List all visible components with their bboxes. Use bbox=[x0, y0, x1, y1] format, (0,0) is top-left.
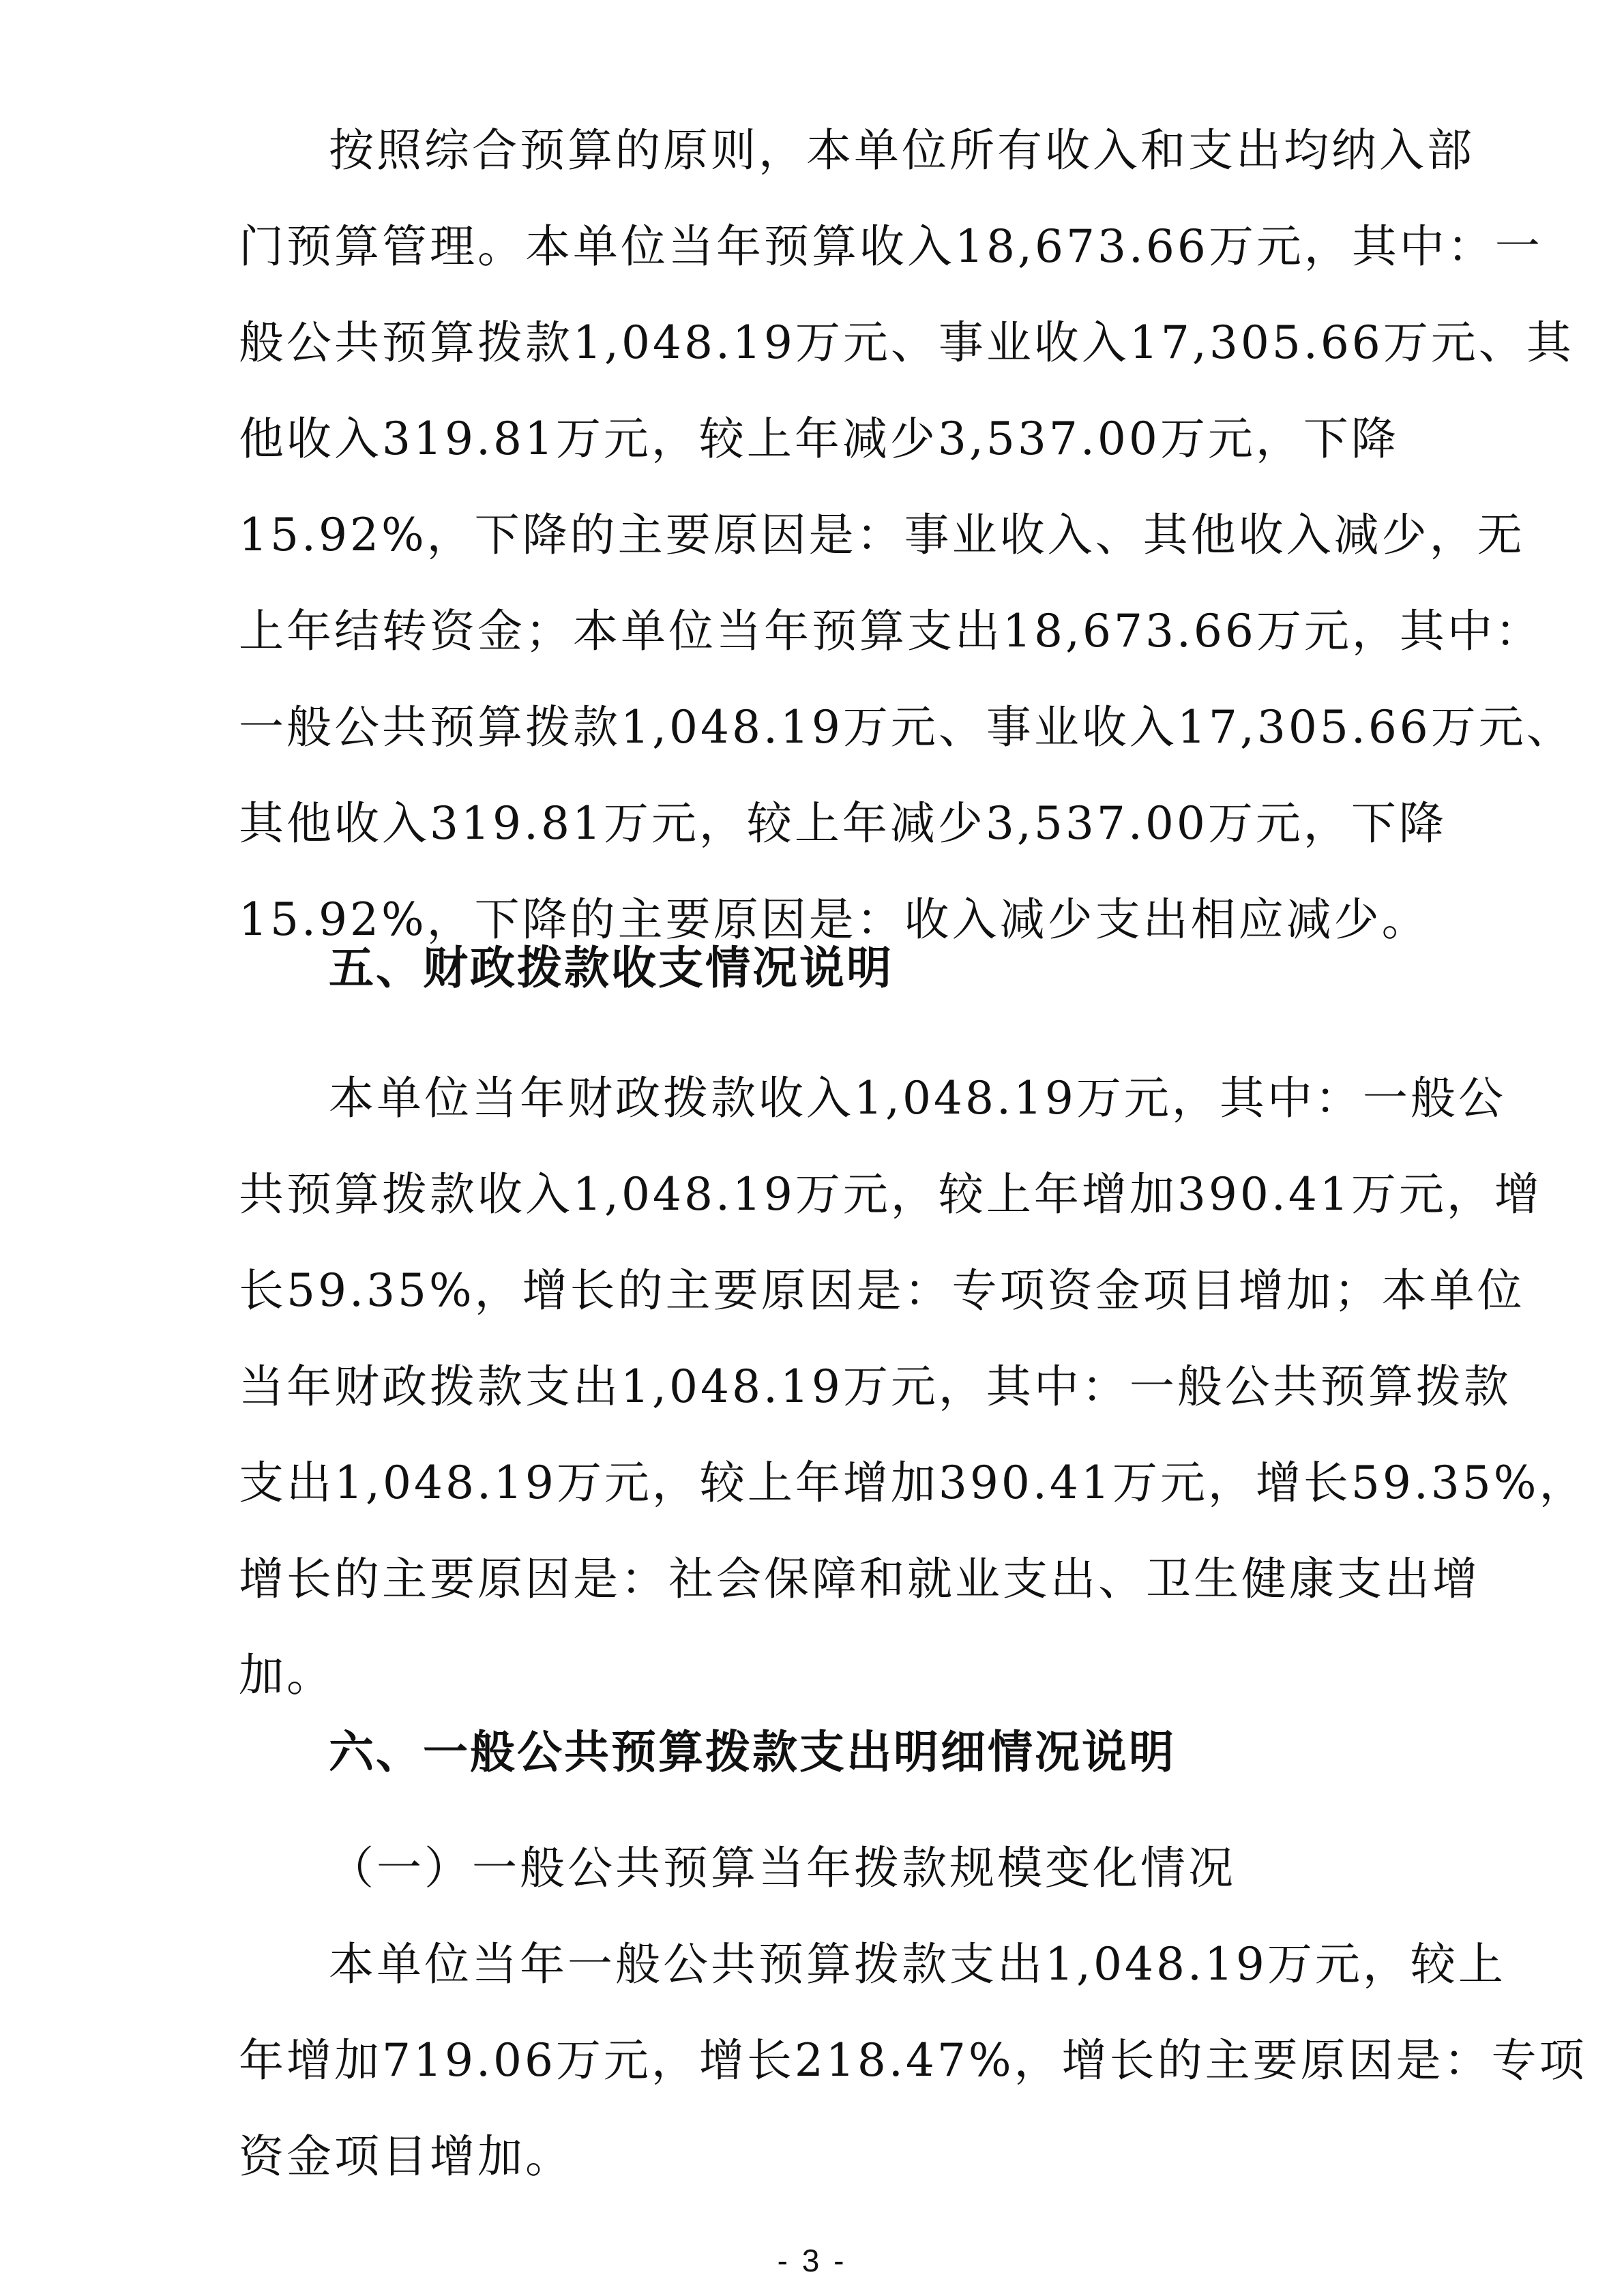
paragraph-line: 本单位当年财政拨款收入1,048.19万元，其中：一般公 bbox=[329, 1072, 1506, 1124]
paragraph-line: 般公共预算拨款1,048.19万元、事业收入17,305.66万元、其 bbox=[239, 316, 1574, 369]
paragraph-line: 他收入319.81万元，较上年减少3,537.00万元，下降 bbox=[239, 413, 1399, 465]
paragraph-line: 一般公共预算拨款1,048.19万元、事业收入17,305.66万元、 bbox=[239, 701, 1574, 754]
section-5-heading: 五、财政拨款收支情况说明 bbox=[329, 942, 894, 994]
paragraph-line: 按照综合预算的原则，本单位所有收入和支出均纳入部 bbox=[329, 124, 1475, 177]
paragraph-line: 资金项目增加。 bbox=[239, 2130, 573, 2183]
paragraph-line: 支出1,048.19万元，较上年增加390.41万元，增长59.35%， bbox=[239, 1457, 1587, 1509]
section-6-subheading: （一）一般公共预算当年拨款规模变化情况 bbox=[329, 1842, 1236, 1894]
section-6-heading: 六、一般公共预算拨款支出明细情况说明 bbox=[329, 1726, 1176, 1778]
paragraph-fiscal-appropriation bbox=[239, 1050, 1587, 1723]
paragraph-line: 增长的主要原因是：社会保障和就业支出、卫生健康支出增 bbox=[239, 1553, 1480, 1605]
paragraph-line: 加。 bbox=[239, 1649, 334, 1701]
paragraph-line: 共预算拨款收入1,048.19万元，较上年增加390.41万元，增 bbox=[239, 1168, 1542, 1221]
paragraph-line: 其他收入319.81万元，较上年减少3,537.00万元，下降 bbox=[239, 797, 1447, 850]
paragraph-line: 长59.35%，增长的主要原因是：专项资金项目增加；本单位 bbox=[239, 1264, 1525, 1317]
paragraph-line: 本单位当年一般公共预算拨款支出1,048.19万元，较上 bbox=[329, 1938, 1506, 1991]
page-number: - 3 - bbox=[777, 2243, 847, 2278]
paragraph-budget-overview bbox=[239, 102, 1574, 968]
paragraph-line: 15.92%，下降的主要原因是：收入减少支出相应减少。 bbox=[239, 893, 1430, 946]
paragraph-line: 15.92%，下降的主要原因是：事业收入、其他收入减少，无 bbox=[239, 509, 1525, 561]
paragraph-line: 当年财政拨款支出1,048.19万元，其中：一般公共预算拨款 bbox=[239, 1360, 1511, 1413]
paragraph-line: 门预算管理。本单位当年预算收入18,673.66万元，其中：一 bbox=[239, 220, 1543, 273]
paragraph-general-budget-change bbox=[239, 1916, 1587, 2205]
paragraph-line: 上年结转资金；本单位当年预算支出18,673.66万元，其中： bbox=[239, 605, 1543, 657]
paragraph-line: 年增加719.06万元，增长218.47%，增长的主要原因是：专项 bbox=[239, 2034, 1587, 2087]
